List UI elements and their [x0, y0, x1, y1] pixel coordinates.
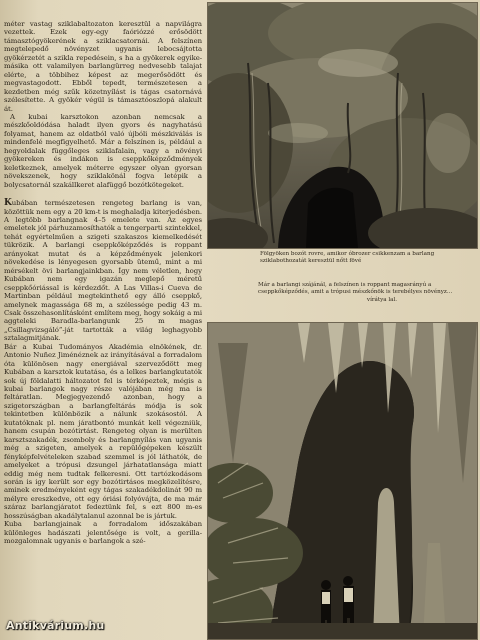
bottom-photo-caption — [258, 282, 476, 304]
article-paragraph-1: méter vastag sziklabaltozaton keresztül a napvilágra vezettek. Ezek egy-egy faóriózzé erősödött támasztógyökerének a sziklacsatornái. A felszínen megtelepedő növényzet ugyanis lebocsájtotta gyökérzetét a szikla repedésein, s ha a gyökerek egyike-másika ott valamilyen barlangürreg nedvesebb talajat elérte, a többihez képest az megerősödött és megvastagodott. Ebből tepedt, természetesen a kezdetben még szűk közetnyílást is tágas csatornává szélesítette. A gyökér végül is támasztóoszlopá alakult át. — [4, 20, 202, 113]
bottom-photo-credit: vírátya lal. — [366, 296, 398, 303]
article-paragraph-3-text: ubában természetesen rengeteg barlang is van, közöttük nem egy a 20 km-t is meghaladja kiterjedésben. A legtöbb barlangnak 4–5 emelete van. Az egyes emeletek jól párhuzamosíthatók a tengerparti szintekkel, tehát egyértelműen a szigeti szakaszos kiemelkedését tükrözik. A barlangi cseppkőképződés is roppant arányokat mutat és a képződmények jelenkori növekedése is lényegesen gyorsabb ütemű, mint a mi mérsékelt övi barlangjainkban. Így nem véletlen, hogy Kubában nem egy igazán meglepő méretű cseppkőóriással is kérdezdőt. A Las Villas-i Cueva de Martinban például megtekinthető egy álló cseppkő, amelynek magassága 68 m, a szélessége pedig 43 m. Csak összehasonlításként említem meg, hogy sokáig a mi aggteleki Baradla-barlangunk 25 m magas „Csillagvizsgáló”-ját tartották a világ leghagyobb sztalagmitjának. — [4, 199, 202, 343]
bottom-photo-caption-text: Már a barlangi szájánál, a felszínen is roppant magasrányú a cseppkőképződés, amit a trópusi mészkőnök is terebélyes növényz... — [258, 282, 453, 296]
drop-cap: K — [4, 198, 12, 209]
article-paragraph-2: A kubai karsztokon azonban nemcsak a mészkőoldódása haladt ilyen gyors és nagyhatású folyamat, hanem az oldatból való újbóli mészkiválás is mindenfelé megfigyelhető. Már a felszínen is, például a hegyoldalak függőleges sziklafalain, vagy a növényi gyökereken és indákon is cseppkőképződmények keletkeznek, amelyek méterre egyszer olyan gyorsan növekszenek, hogy sziklakönál fogva letépik a bolycsatornál szakállkeret alafüggő bozótkötegeket. — [4, 112, 202, 189]
article-text-column — [4, 20, 202, 616]
site-watermark: Antikvárium.hu — [6, 619, 105, 632]
article-paragraph-5: Kuba barlangjainak a forradalom időszakában különleges hadászati jelentősége is volt, a gerilla-mozgalomnak ugyanis e barlangok a szé- — [4, 520, 202, 546]
top-photo-caption: Fölgyöken bozót rovre, amikor óbrozer csikkenzam a barlang sziklabothozatát keresztül nőtt fövé — [260, 251, 435, 265]
cave-interior-photo — [207, 322, 478, 640]
article-paragraph-4: Bár a Kubai Tudományos Akadémia elnökének, dr. Antonio Nuñez Jiménéznek az irányításával a forradalom óta különösen nagy energiával szerveződött meg Kubában a karsztok kutatása, és a lelkes barlangkutatók sok új földalatti háltozatot fel is térképeztek, mégis a kubai barlangok nagy része valójában még ma is feltáratlan. Megjegyezendő azonban, hogy a szigetországban a barlangfeltárás módja is sok tekintetben különbözik a nálunk szokásostól. A kutatóknak pl. nem járatbontó munkát kell végezniük, hanem csupán bozótirtást. Rengeteg olyan is merülten karsztszakadék, zsomboly és barlangnyílás van ugyanis még a szigeten, amelyek a repülőgépeken készült fényképfelvételeken szabad szemmel is jól láthatók, de amelyeket a trópusi dzsungel járhatatlansága miatt eddig még nem tudtak felkeresni. Ott tartózkodásom során is igy került sor egy bozótirtásos megközelítésre, aminek eredményeként egy tágas szakadékdolinát 90 m mélyre ereszkedve, ott egy óriási folyóvájta, de ma már száraz barlangjáratot fedeztünk fel, s ezt 800 m-es hosszúságban akadálytalanul azonnal be is jártuk. — [4, 342, 202, 520]
cave-roots-photo — [207, 2, 478, 249]
article-paragraph-3 — [4, 199, 202, 343]
